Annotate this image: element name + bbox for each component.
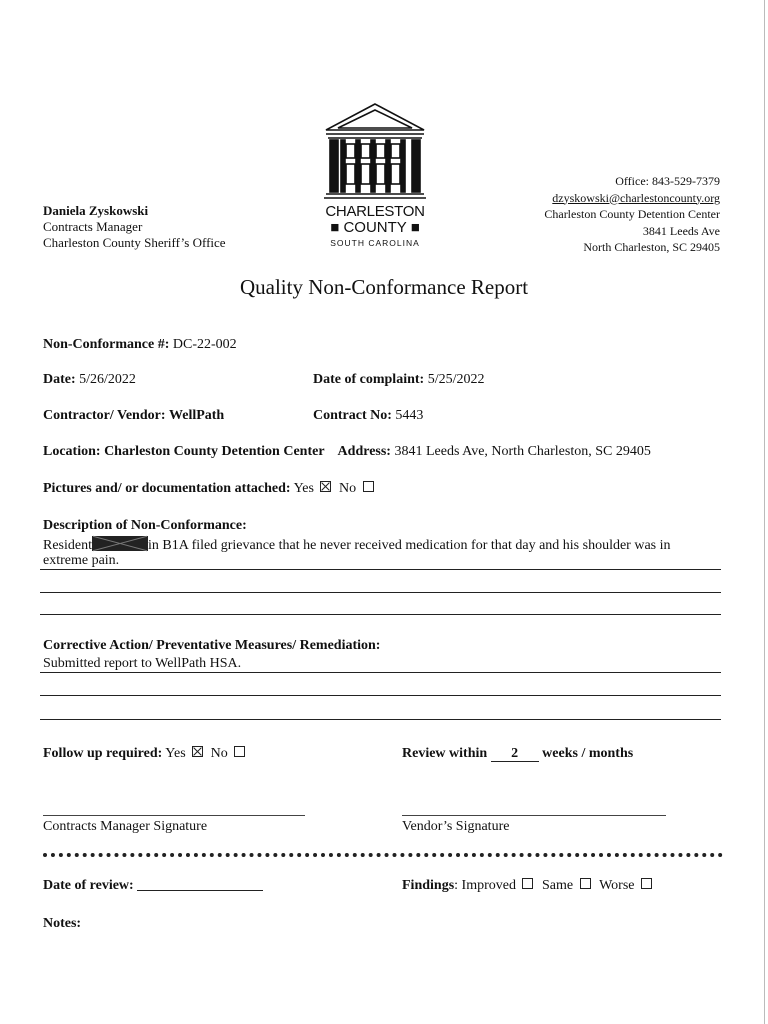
review-within-label: Review within xyxy=(402,746,488,761)
logo-charleston: CHARLESTON xyxy=(325,203,425,220)
followup-yes-checkbox[interactable] xyxy=(192,746,203,757)
pictures-row xyxy=(43,481,375,497)
date-of-review-field[interactable] xyxy=(137,878,263,891)
followup-no-checkbox[interactable] xyxy=(234,746,245,757)
courthouse-icon xyxy=(322,100,428,202)
vendor-signature-label: Vendor’s Signature xyxy=(402,819,510,834)
corrective-label: Corrective Action/ Preventative Measures/ Remediation: xyxy=(43,638,381,653)
findings-same-label: Same xyxy=(541,878,574,893)
contact-street: 3841 Leeds Ave xyxy=(642,223,720,238)
pictures-no-label: No xyxy=(338,481,357,496)
sender-block xyxy=(43,203,226,251)
description-prefix: Resident xyxy=(43,538,92,553)
description-label: Description of Non-Conformance: xyxy=(43,518,247,533)
vendor-label: Contractor/ Vendor: xyxy=(43,408,166,423)
findings-improved-checkbox[interactable] xyxy=(522,878,533,889)
complaint-date-row xyxy=(313,372,484,388)
logo-south-carolina: SOUTH CAROLINA xyxy=(330,238,420,248)
location-row xyxy=(43,444,651,460)
corrective-rule-1 xyxy=(40,672,721,673)
complaint-value: 5/25/2022 xyxy=(427,372,485,387)
date-row xyxy=(43,372,136,388)
notes-label: Notes: xyxy=(43,916,82,931)
findings-same-checkbox[interactable] xyxy=(580,878,591,889)
vendor-value: WellPath xyxy=(169,408,225,423)
date-of-review-label: Date of review: xyxy=(43,878,134,893)
vendor-signature-line[interactable] xyxy=(402,815,666,816)
location-label: Location: xyxy=(43,444,101,459)
report-title: Quality Non-Conformance Report xyxy=(239,275,529,299)
followup-yes-label: Yes xyxy=(165,746,186,761)
location-value: Charleston County Detention Center xyxy=(104,444,325,459)
contract-value: 5443 xyxy=(395,408,424,423)
date-value: 5/26/2022 xyxy=(79,372,136,387)
review-within-units: weeks / months xyxy=(542,746,634,761)
vendor-row xyxy=(43,408,224,424)
description-line2: extreme pain. xyxy=(43,553,120,568)
findings-label: Findings xyxy=(402,878,455,893)
review-within-value[interactable]: 2 xyxy=(491,747,539,762)
findings-worse-checkbox[interactable] xyxy=(641,878,652,889)
email-link[interactable]: dzyskowski@charlestoncounty.org xyxy=(552,190,720,205)
complaint-label: Date of complaint: xyxy=(313,372,425,387)
review-within-row xyxy=(402,746,633,762)
office-phone: Office: 843-529-7379 xyxy=(615,174,720,188)
manager-signature-label: Contracts Manager Signature xyxy=(43,819,208,834)
pictures-yes-checkbox[interactable] xyxy=(320,481,331,492)
pictures-yes-label: Yes xyxy=(293,481,314,496)
sender-office: Charleston County Sheriff’s Office xyxy=(43,235,226,250)
contact-city: North Charleston, SC 29405 xyxy=(583,240,720,254)
address-value: 3841 Leeds Ave, North Charleston, SC 29405 xyxy=(394,444,651,459)
charleston-county-logo xyxy=(322,100,428,252)
contract-label: Contract No: xyxy=(313,408,392,423)
redaction-block xyxy=(92,536,148,551)
manager-signature-line[interactable] xyxy=(43,815,305,816)
address-label: Address: xyxy=(337,444,391,459)
followup-label: Follow up required: xyxy=(43,746,163,761)
pictures-label: Pictures and/ or documentation attached: xyxy=(43,481,291,496)
findings-worse-label: Worse xyxy=(599,878,635,893)
corrective-rule-3 xyxy=(40,719,721,720)
description-rule-3 xyxy=(40,614,721,615)
page-edge xyxy=(764,0,765,1024)
followup-no-label: No xyxy=(210,746,228,761)
ncr-number-row xyxy=(43,337,237,353)
date-of-review-row xyxy=(43,878,263,894)
date-label: Date: xyxy=(43,372,76,387)
description-rule-1 xyxy=(40,569,721,570)
corrective-rule-2 xyxy=(40,695,721,696)
description-text: in B1A filed grievance that he never received medication for that day and his shoulder was in xyxy=(148,538,671,553)
logo-county: ■ COUNTY ■ xyxy=(330,219,420,236)
ncr-value: DC-22-002 xyxy=(172,337,237,352)
contact-block xyxy=(544,173,720,256)
description-line1 xyxy=(43,536,671,554)
findings-row: Findings: Improved Same Worse xyxy=(402,878,653,894)
pictures-no-checkbox[interactable] xyxy=(363,481,374,492)
description-rule-2 xyxy=(40,592,721,593)
contact-org: Charleston County Detention Center xyxy=(544,207,720,221)
dotted-divider xyxy=(43,853,723,857)
followup-row xyxy=(43,746,246,762)
ncr-label: Non-Conformance #: xyxy=(43,337,170,352)
findings-improved-label: Improved xyxy=(461,878,516,893)
corrective-text: Submitted report to WellPath HSA. xyxy=(43,656,242,671)
contract-row xyxy=(313,408,423,424)
sender-title: Contracts Manager xyxy=(43,219,143,234)
sender-name: Daniela Zyskowski xyxy=(43,203,149,218)
